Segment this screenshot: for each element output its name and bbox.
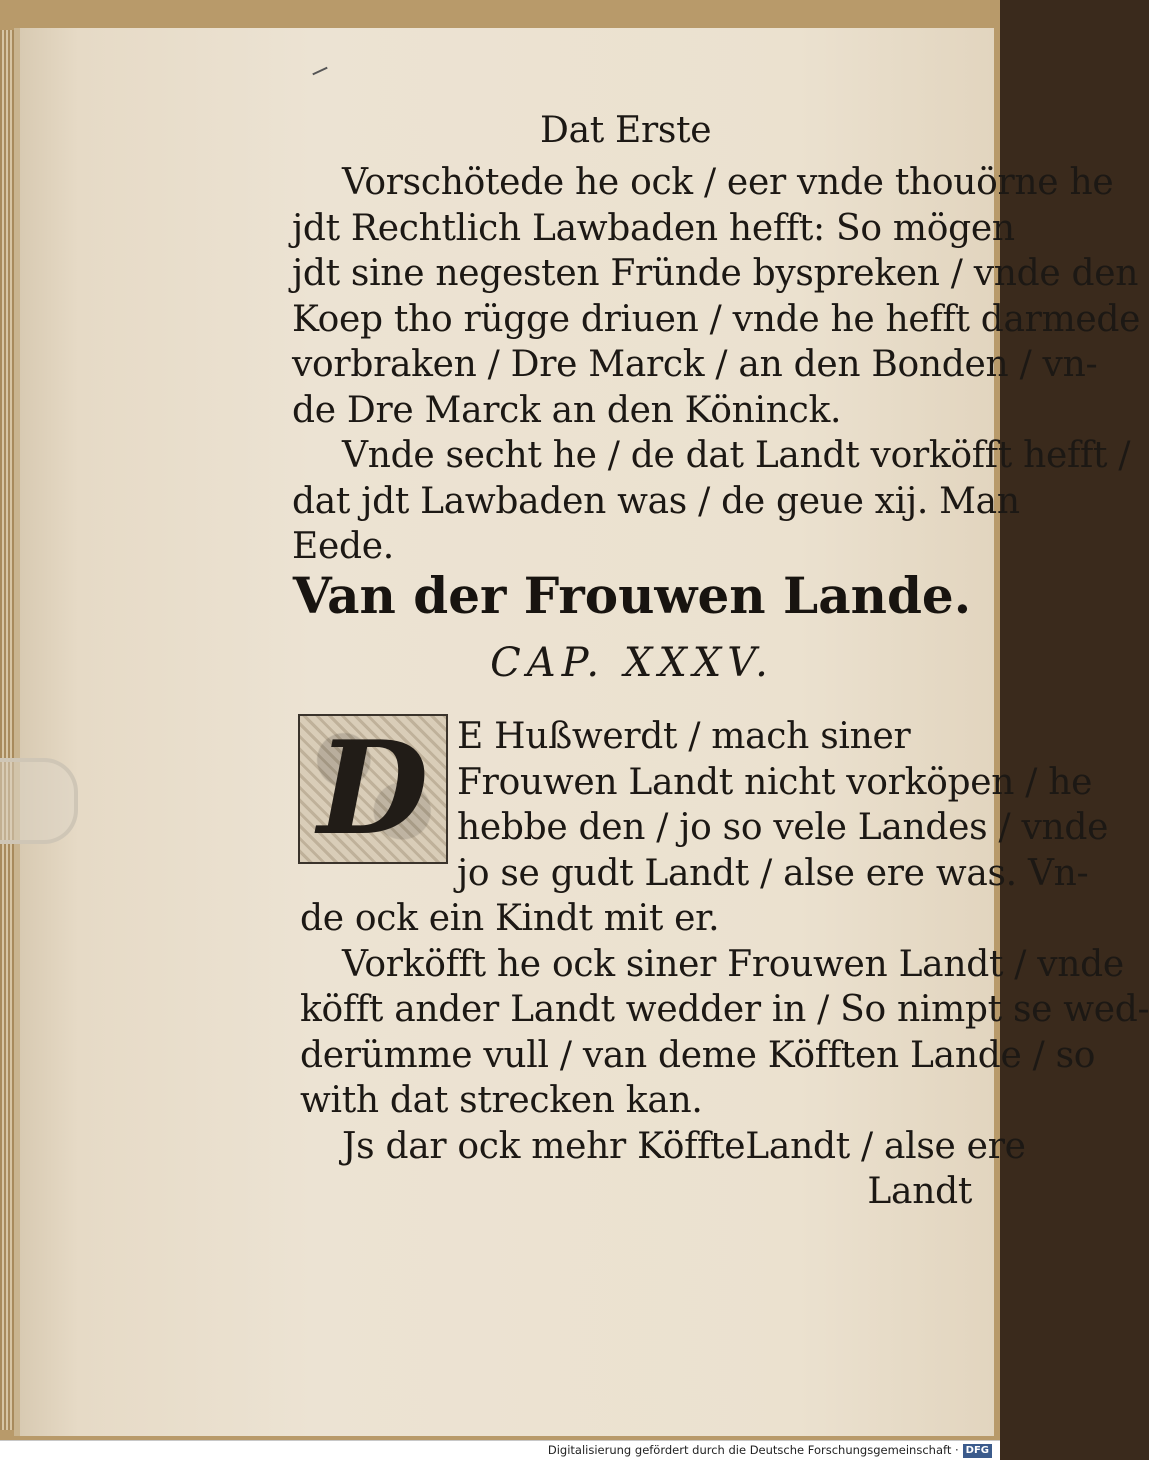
text-line: de ock ein Kindt mit er.: [300, 898, 720, 939]
chapter-title: Van der Frouwen Lande.: [292, 566, 972, 625]
text-line: vorbraken / Dre Marck / an den Bonden / vn-: [292, 344, 1098, 385]
text-line: with dat strecken kan.: [300, 1080, 703, 1121]
digitization-footer: [0, 1440, 1000, 1460]
funding-credit: Digitalisierung gefördert durch die Deutsche Forschungsgemeinschaft ·: [547, 1443, 959, 1457]
text-line: derümme vull / van deme Köfften Lande / so: [300, 1034, 1096, 1076]
catchword: Landt: [867, 1171, 972, 1212]
text-line: jdt Rechtlich Lawbaden hefft: So mögen: [292, 207, 1015, 249]
text-line: Vorköfft he ock siner Frouwen Landt / vnde: [342, 943, 1124, 985]
text-line: jo se gudt Landt / alse ere was. Vn-: [457, 852, 1089, 894]
text-line: E Hußwerdt / mach siner: [457, 716, 911, 757]
text-line: dat jdt Lawbaden was / de geue xij. Man: [292, 480, 1020, 522]
lower-text-block: [292, 714, 1149, 1215]
text-line: de Dre Marck an den Köninck.: [292, 389, 842, 431]
running-head: Dat Erste: [540, 110, 712, 151]
text-line: jdt sine negesten Fründe byspreken / vnde den: [292, 253, 1139, 294]
upper-text-block: [292, 108, 1141, 570]
text-line: Koep tho rügge driuen / vnde he hefft darmede: [292, 298, 1141, 340]
text-line: Frouwen Landt nicht vorköpen / he: [457, 761, 1093, 803]
text-line: Eede.: [292, 526, 394, 567]
chapter-number: CAP. XXXV.: [490, 640, 774, 686]
text-line: Vnde secht he / de dat Landt vorköfft hefft /: [342, 435, 1131, 476]
text-line: hebbe den / jo so vele Landes / vnde: [457, 807, 1109, 848]
text-line: Vorschötede he ock / eer vnde thouörne he: [342, 162, 1114, 203]
dfg-logo: DFG: [963, 1444, 992, 1458]
page-clip: [0, 758, 78, 844]
initial-letter: D: [317, 714, 429, 864]
text-line: köfft ander Landt wedder in / So nimpt se wed-: [300, 989, 1149, 1030]
text-line: Js dar ock mehr KöffteLandt / alse ere: [342, 1125, 1026, 1167]
